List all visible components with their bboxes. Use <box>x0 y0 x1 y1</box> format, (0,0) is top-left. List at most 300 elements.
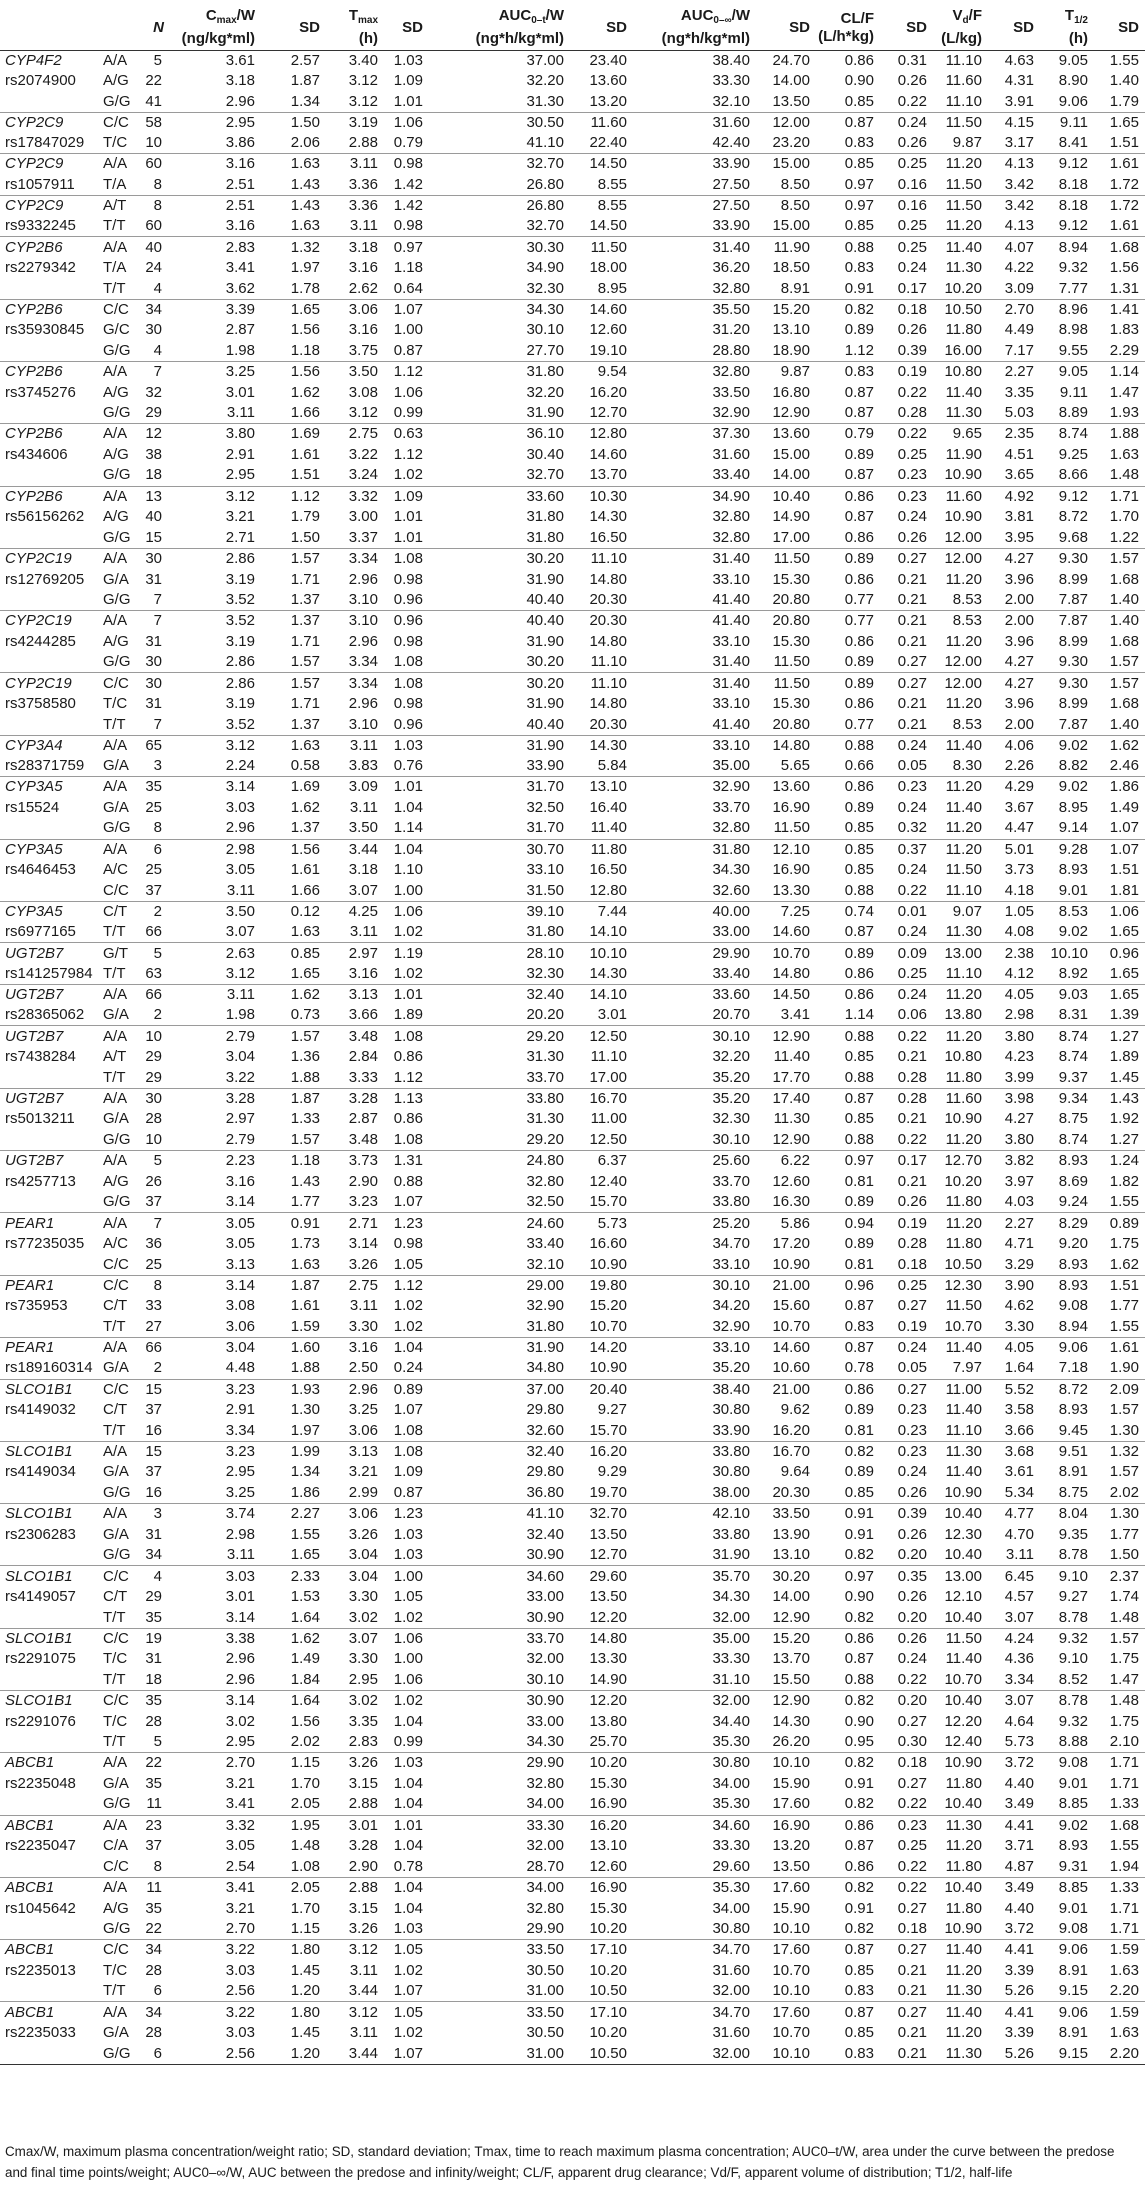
value-cell: 40 <box>145 508 162 526</box>
value-cell: 3.06 <box>225 1317 255 1335</box>
value-cell: 24.60 <box>429 1213 570 1234</box>
value-cell: 3.37 <box>348 528 378 546</box>
value-cell: 3.48 <box>326 1026 384 1047</box>
value-cell: 1.37 <box>261 611 326 632</box>
value-cell: 1.08 <box>384 548 429 569</box>
value-cell: 4.12 <box>1004 964 1034 982</box>
value-cell: 40.40 <box>526 591 564 609</box>
value-cell: 0.77 <box>844 715 874 733</box>
value-cell: 3.12 <box>348 404 378 422</box>
genotype: G/G <box>101 2044 135 2065</box>
value-cell: 1.66 <box>290 881 320 899</box>
value-cell: 10.20 <box>589 1961 627 1979</box>
value-cell: 40.40 <box>429 611 570 632</box>
value-cell: 0.83 <box>844 1982 874 2000</box>
value-cell: 31.40 <box>633 237 756 258</box>
value-cell: 0.86 <box>816 1379 880 1400</box>
value-cell: 12.40 <box>589 1172 627 1190</box>
value-cell: 29.80 <box>526 1463 564 1481</box>
value-cell: 3.52 <box>225 591 255 609</box>
genotype: A/T <box>103 1048 127 1066</box>
value-cell: 3.30 <box>348 1650 378 1668</box>
value-cell: 1.84 <box>290 1670 320 1688</box>
table-row <box>0 71 1145 92</box>
value-cell: 1.71 <box>290 695 320 713</box>
value-cell: 10.10 <box>756 2044 816 2065</box>
value-cell: 13.50 <box>772 1857 810 1875</box>
value-cell: 2.79 <box>225 1130 255 1148</box>
value-cell: 7 <box>135 1213 170 1234</box>
value-cell: 33.70 <box>712 1172 750 1190</box>
genotype: G/G <box>103 1920 131 1938</box>
value-cell: 2.86 <box>170 673 261 694</box>
value-cell: 0.96 <box>393 591 423 609</box>
value-cell: 39.10 <box>429 901 570 922</box>
value-cell: 1.05 <box>384 1940 429 1961</box>
value-cell: 6.22 <box>756 1151 816 1172</box>
value-cell: 5 <box>153 51 162 69</box>
value-cell: 1.18 <box>393 259 423 277</box>
value-cell: 1.82 <box>1109 1172 1139 1190</box>
value-cell: 33.70 <box>429 1628 570 1649</box>
value-cell: 0.21 <box>897 695 927 713</box>
value-cell: 0.88 <box>393 1172 423 1190</box>
genotype: A/G <box>103 445 129 463</box>
value-cell: 1.72 <box>1109 175 1139 193</box>
value-cell: 37 <box>145 1401 162 1419</box>
value-cell: 3.11 <box>349 1297 378 1315</box>
value-cell: 11.10 <box>945 1421 982 1439</box>
value-cell: 41.40 <box>712 715 750 733</box>
value-cell: 0.87 <box>844 1837 874 1855</box>
value-cell: 1.08 <box>393 1130 423 1148</box>
snp-id: rs1045642 <box>5 1899 76 1917</box>
value-cell: 32.60 <box>712 881 750 899</box>
value-cell: 1.63 <box>1109 2024 1139 2042</box>
value-cell: 66 <box>145 923 162 941</box>
value-cell: 25.20 <box>633 1213 756 1234</box>
value-cell: 13.50 <box>589 1588 627 1606</box>
table-row <box>0 1026 1145 1047</box>
value-cell: 2.02 <box>290 1733 320 1751</box>
value-cell: 17.60 <box>772 1795 810 1813</box>
value-cell: 0.95 <box>844 1733 874 1751</box>
value-cell: 11.80 <box>945 1068 982 1086</box>
snp-id: rs2074900 <box>5 72 76 90</box>
value-cell: 9.08 <box>1058 1297 1088 1315</box>
value-cell: 0.87 <box>844 1650 874 1668</box>
value-cell: 2.71 <box>225 528 255 546</box>
value-cell: 14.80 <box>589 695 627 713</box>
gene-name: CYP2B6 <box>0 237 101 258</box>
value-cell: 3.72 <box>988 1753 1040 1774</box>
value-cell: 9.12 <box>1040 154 1094 175</box>
value-cell: 9.29 <box>597 1463 627 1481</box>
value-cell: 35.20 <box>633 1088 756 1109</box>
value-cell: 2.79 <box>170 1026 261 1047</box>
value-cell: 2.10 <box>1109 1733 1139 1751</box>
genotype: A/A <box>101 735 135 756</box>
value-cell: 30 <box>135 548 170 569</box>
value-cell: 3.14 <box>170 1275 261 1296</box>
header-cell <box>1040 0 1094 50</box>
value-cell: 32.70 <box>526 466 564 484</box>
value-cell: 0.89 <box>844 1401 874 1419</box>
genotype: T/T <box>103 923 126 941</box>
value-cell: 3.11 <box>1005 1546 1034 1564</box>
value-cell: 16.90 <box>570 1877 633 1898</box>
value-cell: 26.20 <box>772 1733 810 1751</box>
value-cell: 3.10 <box>348 591 378 609</box>
value-cell: 2.95 <box>225 1733 255 1751</box>
value-cell: 1.06 <box>384 1628 429 1649</box>
value-cell: 8.93 <box>1040 1275 1094 1296</box>
genotype: C/C <box>101 1690 135 1711</box>
value-cell: 8.66 <box>1058 466 1088 484</box>
value-cell: 33.30 <box>712 1837 750 1855</box>
value-cell: 30.80 <box>712 1463 750 1481</box>
value-cell: 11.10 <box>590 653 627 671</box>
value-cell: 11.30 <box>945 404 982 422</box>
table-row <box>0 507 1145 528</box>
value-cell: 11.60 <box>933 1088 988 1109</box>
value-cell: 11.40 <box>933 1337 988 1358</box>
value-cell: 1.37 <box>290 819 320 837</box>
header-label: SD <box>906 18 927 36</box>
value-cell: 32.70 <box>429 154 570 175</box>
value-cell: 4.41 <box>988 1940 1040 1961</box>
value-cell: 0.39 <box>897 341 927 359</box>
value-cell: 3.50 <box>326 361 384 382</box>
value-cell: 3.50 <box>348 819 378 837</box>
value-cell: 14.00 <box>772 72 810 90</box>
snp-id <box>0 818 101 839</box>
value-cell: 3.12 <box>326 1940 384 1961</box>
value-cell: 0.85 <box>844 1483 874 1501</box>
table-row <box>0 424 1145 445</box>
value-cell: 3.00 <box>348 508 378 526</box>
value-cell: 4.36 <box>1004 1650 1034 1668</box>
value-cell: 13.10 <box>772 1546 810 1564</box>
value-cell: 11.20 <box>933 1026 988 1047</box>
value-cell: 2.23 <box>170 1151 261 1172</box>
value-cell: 31.60 <box>712 1961 750 1979</box>
gene-name: UGT2B7 <box>0 984 101 1005</box>
value-cell: 3.42 <box>1004 175 1034 193</box>
value-cell: 9.27 <box>1058 1588 1088 1606</box>
genotype: G/G <box>103 404 131 422</box>
genotype: C/T <box>103 1401 128 1419</box>
table-row <box>0 611 1145 632</box>
value-cell: 2.88 <box>326 1877 384 1898</box>
value-cell: 15 <box>135 1441 170 1462</box>
value-cell: 13.60 <box>756 777 816 798</box>
genotype: T/T <box>103 1608 126 1626</box>
value-cell: 11.50 <box>945 1297 982 1315</box>
value-cell: 3.25 <box>170 361 261 382</box>
value-cell: 0.06 <box>897 1006 927 1024</box>
snp-id: rs3745276 <box>5 383 76 401</box>
value-cell: 1.03 <box>393 1546 423 1564</box>
value-cell: 35 <box>145 1899 162 1917</box>
genotype: C/C <box>101 1566 135 1587</box>
value-cell: 1.02 <box>393 1297 423 1315</box>
value-cell: 0.88 <box>844 1670 874 1688</box>
value-cell: 11.30 <box>945 923 982 941</box>
value-cell: 0.91 <box>844 279 874 297</box>
value-cell: 1.79 <box>290 508 320 526</box>
value-cell: 0.91 <box>261 1213 326 1234</box>
value-cell: 8.85 <box>1040 1877 1094 1898</box>
value-cell: 12.60 <box>589 1857 627 1875</box>
value-cell: 1.02 <box>393 964 423 982</box>
value-cell: 8 <box>153 819 162 837</box>
value-cell: 0.82 <box>844 1795 874 1813</box>
value-cell: 1.77 <box>290 1193 320 1211</box>
value-cell: 1.62 <box>290 383 320 401</box>
value-cell: 5.52 <box>988 1379 1040 1400</box>
value-cell: 3.13 <box>225 1255 255 1273</box>
value-cell: 1.75 <box>1109 1712 1139 1730</box>
value-cell: 9.25 <box>1058 445 1088 463</box>
value-cell: 3.39 <box>1004 2024 1034 2042</box>
value-cell: 0.89 <box>844 798 874 816</box>
value-cell: 15.00 <box>772 217 810 235</box>
value-cell: 7.87 <box>1058 591 1088 609</box>
value-cell: 10.10 <box>570 943 633 964</box>
value-cell: 1.36 <box>290 1048 320 1066</box>
value-cell: 1.04 <box>384 839 429 860</box>
snp-id <box>0 1192 101 1213</box>
genotype: C/T <box>101 901 135 922</box>
value-cell: 31.80 <box>526 528 564 546</box>
value-cell: 15.70 <box>589 1421 627 1439</box>
value-cell: 0.85 <box>816 154 880 175</box>
value-cell: 13.20 <box>589 92 627 110</box>
value-cell: 1.57 <box>290 653 320 671</box>
genotype: G/G <box>103 1795 131 1813</box>
value-cell: 32.20 <box>712 1048 750 1066</box>
value-cell: 33.80 <box>429 1088 570 1109</box>
value-cell: 1.50 <box>1109 1546 1139 1564</box>
value-cell: 0.85 <box>844 1961 874 1979</box>
value-cell: 3.14 <box>170 1690 261 1711</box>
value-cell: 32.00 <box>633 2044 756 2065</box>
value-cell: 1.05 <box>393 1255 423 1273</box>
value-cell: 1.15 <box>261 1753 326 1774</box>
value-cell: 3.21 <box>348 1463 378 1481</box>
value-cell: 0.37 <box>880 839 933 860</box>
gene-name: CYP3A5 <box>0 901 101 922</box>
value-cell: 8.99 <box>1058 632 1088 650</box>
value-cell: 0.99 <box>393 1733 423 1751</box>
value-cell: 1.00 <box>393 881 423 899</box>
value-cell: 9.06 <box>1040 1337 1094 1358</box>
value-cell: 33.50 <box>712 383 750 401</box>
value-cell: 8 <box>153 1857 162 1875</box>
value-cell: 10.20 <box>570 1753 633 1774</box>
value-cell: 0.21 <box>897 632 927 650</box>
value-cell: 1.23 <box>384 1213 429 1234</box>
value-cell: 33.30 <box>429 1815 570 1836</box>
value-cell: 0.81 <box>844 1421 874 1439</box>
value-cell: 25 <box>145 798 162 816</box>
genotype: A/A <box>101 777 135 798</box>
value-cell: 0.25 <box>897 445 927 463</box>
value-cell: 10.90 <box>933 1753 988 1774</box>
value-cell: 11.50 <box>945 175 982 193</box>
value-cell: 0.86 <box>816 984 880 1005</box>
value-cell: 4.06 <box>988 735 1040 756</box>
genotype: A/A <box>101 1026 135 1047</box>
value-cell: 14.20 <box>570 1337 633 1358</box>
value-cell: 2.26 <box>1004 757 1034 775</box>
value-cell: 12.80 <box>570 424 633 445</box>
value-cell: 1.09 <box>384 486 429 507</box>
value-cell: 11.80 <box>945 1857 982 1875</box>
value-cell: 29.00 <box>429 1275 570 1296</box>
value-cell: 0.86 <box>393 1048 423 1066</box>
value-cell: 3.12 <box>348 72 378 90</box>
value-cell: 10.90 <box>944 1110 982 1128</box>
gene-name: UGT2B7 <box>0 1026 101 1047</box>
value-cell: 0.86 <box>844 632 874 650</box>
table-row <box>0 1690 1145 1711</box>
value-cell: 11.00 <box>590 1110 627 1128</box>
value-cell: 9.06 <box>1040 1940 1094 1961</box>
genotype: G/A <box>103 1006 129 1024</box>
value-cell: 1.55 <box>1109 1193 1139 1211</box>
value-cell: 34.30 <box>526 1733 564 1751</box>
value-cell: 58 <box>135 112 170 133</box>
snp-id <box>0 341 101 362</box>
value-cell: 41.40 <box>633 611 756 632</box>
value-cell: 31.30 <box>526 1110 564 1128</box>
value-cell: 32.00 <box>633 1690 756 1711</box>
value-cell: 0.86 <box>844 51 874 69</box>
value-cell: 3.04 <box>170 1337 261 1358</box>
table-row <box>0 1649 1145 1670</box>
value-cell: 2.27 <box>261 1504 326 1525</box>
value-cell: 1.18 <box>290 341 320 359</box>
value-cell: 10.90 <box>589 1255 627 1273</box>
value-cell: 34 <box>135 2002 170 2023</box>
value-cell: 2.56 <box>225 1982 255 2000</box>
genotype: A/A <box>101 1441 135 1462</box>
value-cell: 9.01 <box>1058 881 1088 899</box>
value-cell: 1.70 <box>290 1899 320 1917</box>
value-cell: 4.71 <box>1004 1235 1034 1253</box>
value-cell: 12.90 <box>772 1130 810 1148</box>
value-cell: 0.89 <box>816 548 880 569</box>
genotype: C/C <box>101 1379 135 1400</box>
value-cell: 0.23 <box>880 486 933 507</box>
value-cell: 1.14 <box>393 819 423 837</box>
value-cell: 30 <box>145 321 162 339</box>
gene-name: PEAR1 <box>0 1213 101 1234</box>
value-cell: 11.40 <box>945 1463 982 1481</box>
value-cell: 3.71 <box>1004 1837 1034 1855</box>
value-cell: 20.30 <box>570 611 633 632</box>
value-cell: 3.03 <box>170 1566 261 1587</box>
value-cell: 8.85 <box>1058 1795 1088 1813</box>
header-unit: (ng/kg*ml) <box>181 30 255 48</box>
value-cell: 1.48 <box>1109 1608 1139 1626</box>
value-cell: 0.21 <box>880 2044 933 2065</box>
value-cell: 9.15 <box>1058 1982 1088 2000</box>
value-cell: 14.10 <box>589 923 627 941</box>
value-cell: 4.57 <box>1004 1588 1034 1606</box>
value-cell: 9.11 <box>1059 383 1088 401</box>
value-cell: 8.74 <box>1040 1026 1094 1047</box>
value-cell: 11.10 <box>945 881 982 899</box>
value-cell: 0.90 <box>844 1588 874 1606</box>
value-cell: 0.27 <box>897 1712 927 1730</box>
value-cell: 1.99 <box>261 1441 326 1462</box>
snp-id: rs2235048 <box>5 1774 76 1792</box>
snp-id: rs1057911 <box>5 175 75 193</box>
value-cell: 11.20 <box>945 217 982 235</box>
value-cell: 1.53 <box>290 1588 320 1606</box>
value-cell: 33.40 <box>526 1235 564 1253</box>
value-cell: 3.44 <box>348 1982 378 2000</box>
value-cell: 8 <box>135 1275 170 1296</box>
value-cell: 0.25 <box>897 1837 927 1855</box>
value-cell: 0.85 <box>844 217 874 235</box>
value-cell: 32.60 <box>526 1421 564 1439</box>
value-cell: 0.85 <box>816 839 880 860</box>
value-cell: 20.80 <box>756 611 816 632</box>
value-cell: 6 <box>135 839 170 860</box>
value-cell: 28 <box>145 1712 162 1730</box>
value-cell: 11.40 <box>945 1650 982 1668</box>
value-cell: 14.60 <box>589 445 627 463</box>
value-cell: 1.55 <box>1109 51 1139 69</box>
value-cell: 0.83 <box>816 2044 880 2065</box>
table-row <box>0 1587 1145 1608</box>
value-cell: 3.07 <box>348 881 378 899</box>
value-cell: 8.52 <box>1058 1670 1088 1688</box>
value-cell: 3.61 <box>1004 1463 1034 1481</box>
snp-id: rs9332245 <box>5 217 76 235</box>
value-cell: 11.80 <box>945 1899 982 1917</box>
value-cell: 30.10 <box>633 1026 756 1047</box>
value-cell: 31.60 <box>712 445 750 463</box>
value-cell: 11.40 <box>933 735 988 756</box>
value-cell: 10.20 <box>589 2024 627 2042</box>
value-cell: 1.37 <box>290 715 320 733</box>
value-cell: 32.40 <box>429 1441 570 1462</box>
value-cell: 0.16 <box>880 195 933 216</box>
value-cell: 0.20 <box>897 1546 927 1564</box>
value-cell: 3.01 <box>225 383 255 401</box>
value-cell: 1.02 <box>384 1690 429 1711</box>
snp-id <box>0 881 101 902</box>
value-cell: 10.40 <box>944 1795 982 1813</box>
value-cell: 2.88 <box>348 1795 378 1813</box>
value-cell: 17.10 <box>570 2002 633 2023</box>
value-cell: 14.30 <box>772 1712 810 1730</box>
value-cell: 32.30 <box>526 964 564 982</box>
snp-id: rs4646453 <box>5 861 76 879</box>
genotype: C/A <box>103 1837 129 1855</box>
table-footnote: Cmax/W, maximum plasma concentration/weight ratio; SD, standard deviation; Tmax, time to reach maximum plasma concentration; AUC0–t/W, area under the curve between the predose and final time points/weight; AUC0–∞/W, AUC between the predose and infinity/weight; CL/F, apparent drug clearance; Vd/F, apparent volume of distribution; T1/2, half-life <box>5 2144 1115 2180</box>
value-cell: 7.25 <box>756 901 816 922</box>
value-cell: 0.88 <box>844 881 874 899</box>
value-cell: 4.27 <box>1004 653 1034 671</box>
value-cell: 11.10 <box>945 92 982 110</box>
value-cell: 2.83 <box>348 1733 378 1751</box>
